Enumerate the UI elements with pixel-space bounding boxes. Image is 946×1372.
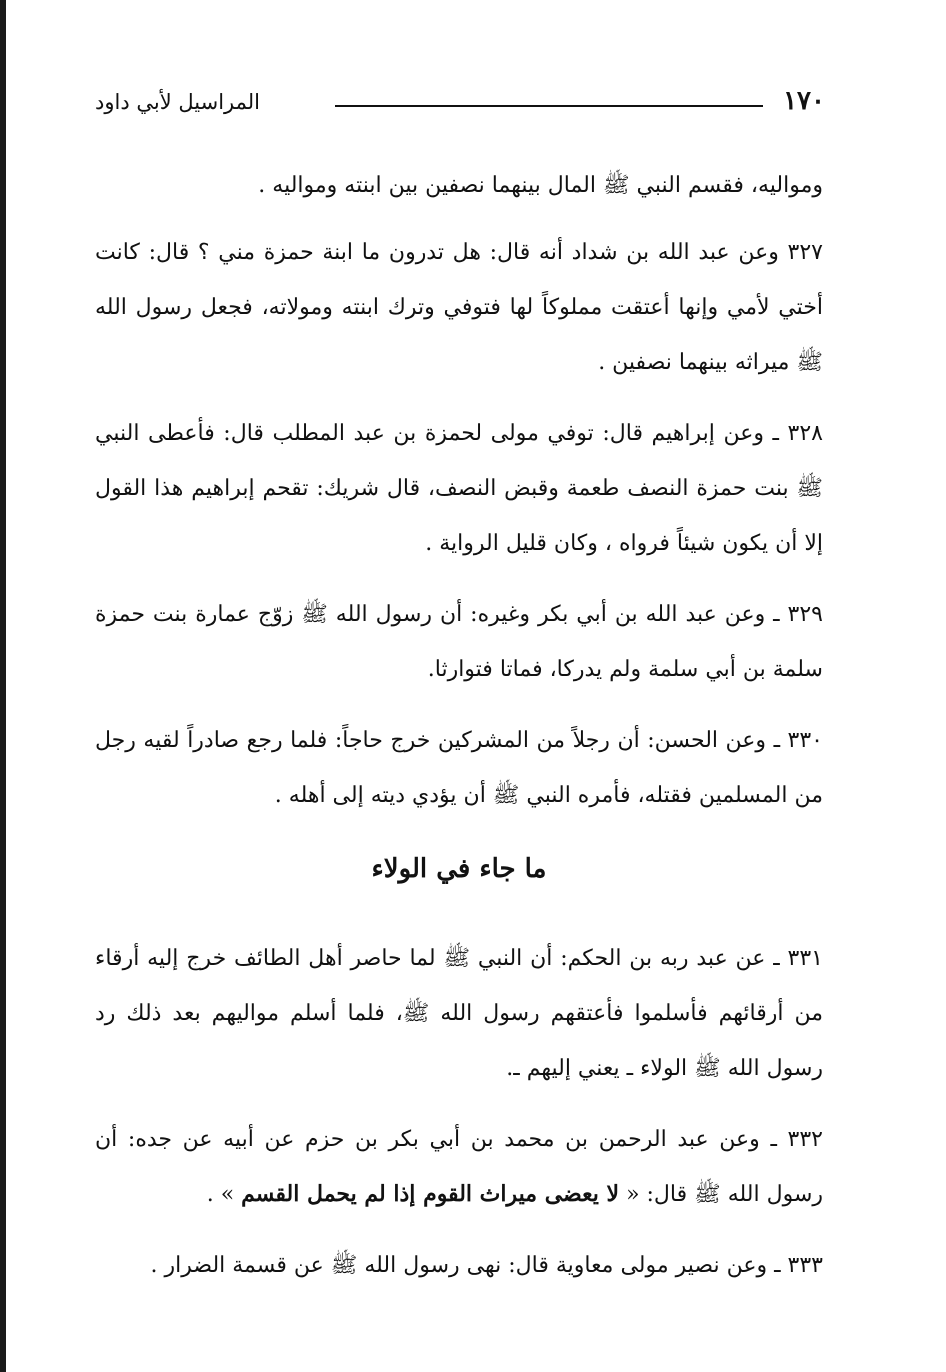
page-number: ١٧٠ [783, 86, 825, 116]
hadith-329: ٣٢٩ ـ وعن عبد الله بن أبي بكر وغيره: أن رسول الله ﷺ زوّج عمارة بنت حمزة سلمة بن أبي سلمة ولم يدركا، فماتا فتوارثا. [95, 602, 823, 682]
hadith-332-quote: لا يعضى ميراث القوم إذا لم يحمل القسم [241, 1181, 620, 1207]
page-body [95, 158, 823, 1309]
scan-edge [0, 0, 6, 1372]
hadith-332-text: ٣٣٢ ـ وعن عبد الرحمن بن محمد بن أبي بكر بن حزم عن أبيه عن جده: أن رسول الله ﷺ قال: « [95, 1127, 823, 1207]
hadith-330: ٣٣٠ ـ وعن الحسن: أن رجلاً من المشركين خرج حاجاً: فلما رجع صادراً لقيه رجل من المسلمين فقتله، فأمره النبي ﷺ أن يؤدي ديته إلى أهله . [95, 728, 823, 808]
page-header [95, 86, 825, 120]
hadith-327: ٣٢٧ وعن عبد الله بن شداد أنه قال: هل تدرون ما ابنة حمزة مني ؟ قال: كانت أختي لأمي وإنها أعتقت مملوكاً لها فتوفي وترك ابنته ومولاته، فجعل رسول الله ﷺ ميراثه بينهما نصفين . [95, 240, 823, 375]
paragraph-continuation: ومواليه، فقسم النبي ﷺ المال بينهما نصفين بين ابنته ومواليه . [258, 173, 823, 198]
hadith-333: ٣٣٣ ـ وعن نصير مولى معاوية قال: نهى رسول الله ﷺ عن قسمة الضرار . [150, 1253, 823, 1278]
header-rule [335, 105, 763, 107]
hadith-331: ٣٣١ ـ عن عبد ربه بن الحكم: أن النبي ﷺ لما حاصر أهل الطائف خرج إليه أرقاء من أرقائهم فأسلموا فأعتقهم رسول الله ﷺ، فلما أسلم مواليهم بعد ذلك رد رسول الله ﷺ الولاء ـ يعني إليهم ـ. [95, 946, 823, 1081]
hadith-332-closing: » . [206, 1182, 242, 1207]
running-title: المراسيل لأبي داود [95, 90, 260, 114]
hadith-328: ٣٢٨ ـ وعن إبراهيم قال: توفي مولى لحمزة بن عبد المطلب قال: فأعطى النبي ﷺ بنت حمزة النصف طعمة وقبض النصف، قال شريك: تقحم إبراهيم هذا القول إلا أن يكون شيئاً فرواه ، وكان قليل الرواية . [95, 421, 823, 556]
hadith-332 [95, 1112, 823, 1222]
section-heading: ما جاء في الولاء [371, 854, 547, 884]
